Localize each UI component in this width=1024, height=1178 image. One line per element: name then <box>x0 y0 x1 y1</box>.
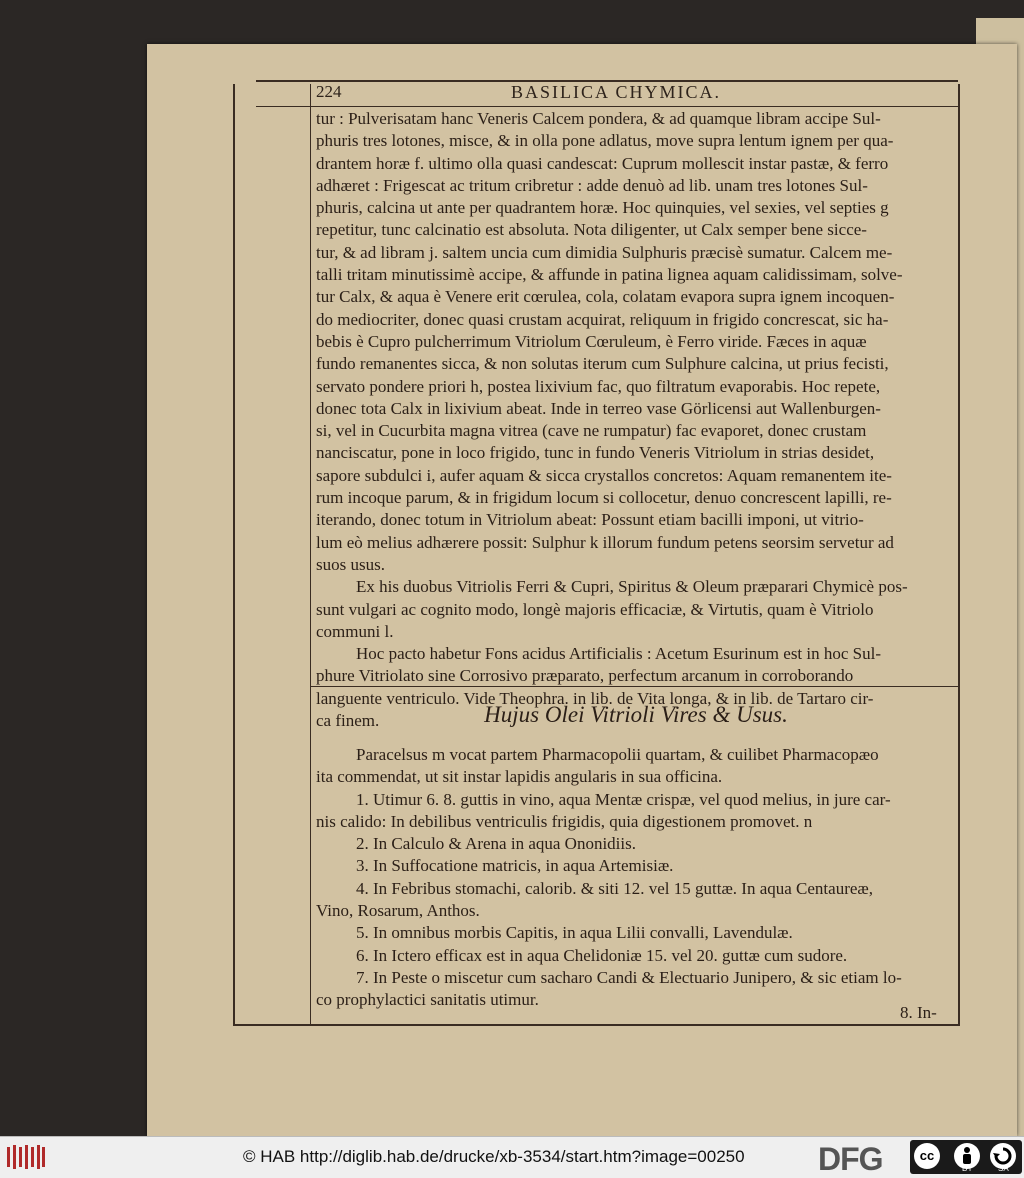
text-line: ca finem. <box>316 711 380 731</box>
text-line: co prophylactici sanitatis utimur. <box>316 990 539 1010</box>
inner-left-rule <box>310 84 311 1024</box>
sa-label: SA <box>998 1164 1009 1173</box>
text-line: tur Calx, & aqua è Venere erit cœrulea, cola, colatam evapora supra ignem incoquen- <box>316 287 895 307</box>
text-line: si, vel in Cucurbita magna vitrea (cave ne rumpatur) fac evaporet, donec crustam <box>316 421 867 441</box>
text-line: communi l. <box>316 621 394 641</box>
text-line: drantem horæ f. ultimo olla quasi candescat: Cuprum mollescit instar pastæ, & ferro <box>316 153 889 173</box>
page-number: 224 <box>316 82 342 101</box>
text-line: servato pondere priori h, postea lixivium fac, quo filtratum evaporabis. Hoc repete, <box>316 376 881 396</box>
text-line: adhæret : Frigescat ac tritum cribretur : adde denuò ad lib. unam tres lotones Sul- <box>316 175 868 195</box>
list-item: 1. Utimur 6. 8. guttis in vino, aqua Mentæ crispæ, vel quod melius, in jure car- <box>356 789 891 809</box>
right-rule <box>958 84 960 1024</box>
hab-logo-icon[interactable] <box>6 1143 46 1171</box>
text-line: repetitur, tunc calcinatio est absoluta. Nota diligenter, ut Calx semper bene sicce- <box>316 220 867 240</box>
running-head <box>316 82 956 106</box>
text-line: nis calido: In debilibus ventriculis frigidis, quia digestionem promovet. n <box>316 811 813 831</box>
catchword: 8. In- <box>900 1003 937 1022</box>
list-item: 4. In Febribus stomachi, calorib. & siti 12. vel 15 guttæ. In aqua Centaureæ, <box>356 878 873 898</box>
uses-list <box>316 744 956 1012</box>
list-item: 5. In omnibus morbis Capitis, in aqua Lilii convalli, Lavendulæ. <box>356 923 793 943</box>
cc-license-badge[interactable] <box>910 1140 1022 1174</box>
text-line: Vino, Rosarum, Anthos. <box>316 901 480 921</box>
text-line: nanciscatur, pone in loco frigido, tunc in fundo Veneris Vitriolum in strias desidet, <box>316 443 875 463</box>
text-line: donec tota Calx in lixivium abeat. Inde in terreo vase Görlicensi aut Wallenburgen- <box>316 398 881 418</box>
credit-link[interactable]: © HAB http://diglib.hab.de/drucke/xb-3534/start.htm?image=00250 <box>243 1147 745 1166</box>
text-line: phuris tres lotones, misce, & in olla pone adlatus, move supra lentum ignem per qua- <box>316 131 894 151</box>
text-line: tur, & ad libram j. saltem uncia cum dimidia Sulphuris præcisè sumatur. Calcem me- <box>316 242 893 262</box>
running-title: BASILICA CHYMICA. <box>511 82 722 102</box>
text-line: lum eò melius adhærere possit: Sulphur k illorum fundum petens seorsim servetur ad <box>316 532 894 552</box>
text-line: suos usus. <box>316 554 385 574</box>
paragraph-2 <box>316 576 956 643</box>
text-line: Paracelsus m vocat partem Pharmacopolii quartam, & cuilibet Pharmacopæo <box>356 745 879 764</box>
by-label: BY <box>962 1164 973 1173</box>
cc-icon: cc <box>914 1143 940 1169</box>
text-line: rum incoque parum, & in frigidum locum si collocetur, denuo concrescent lapilli, re- <box>316 488 892 508</box>
text-line: Hoc pacto habetur Fons acidus Artificialis : Acetum Esurinum est in hoc Sul- <box>356 644 882 664</box>
text-line: fundo remanentes sicca, & non solutas iterum cum Sulphure calcina, ut prius fecisti, <box>316 354 889 374</box>
text-line: phure Vitriolato sine Corrosivo præparato, perfectum arcanum in corroborando <box>316 666 854 686</box>
bottom-rule <box>233 1024 960 1026</box>
text-line: Ex his duobus Vitriolis Ferri & Cupri, Spiritus & Oleum præparari Chymicè pos- <box>356 577 908 597</box>
dfg-logo[interactable]: DFG <box>818 1141 883 1177</box>
footer-bar <box>0 1136 1024 1178</box>
text-line: bebis è Cupro pulcherrimum Vitriolum Cœruleum, è Ferro viride. Fæces in aquæ <box>316 331 867 351</box>
text-line: tur : Pulverisatam hanc Veneris Calcem pondera, & ad quamque libram accipe Sul- <box>316 109 881 128</box>
body-text <box>316 108 956 732</box>
text-line: languente ventriculo. Vide Theophra. in lib. de Vita longa, & in lib. de Tartaro cir- <box>316 688 874 708</box>
list-item: 7. In Peste o miscetur cum sacharo Candi & Electuario Junipero, & sic etiam lo- <box>356 967 902 987</box>
left-margin-rule <box>233 84 235 1024</box>
text-line: iterando, donec totum in Vitriolum abeat: Possunt etiam bacilli imponi, ut vitrio- <box>316 510 864 530</box>
paragraph-1 <box>316 108 956 576</box>
head-rule <box>256 106 958 107</box>
text-line: ita commendat, ut sit instar lapidis angularis in sua officina. <box>316 767 723 787</box>
text-line: phuris, calcina ut ante per quadrantem horæ. Hoc quinquies, vel sexies, vel septies g <box>316 198 889 218</box>
list-item: 3. In Suffocatione matricis, in aqua Artemisiæ. <box>356 856 674 876</box>
list-item: 6. In Ictero efficax est in aqua Chelidoniæ 15. vel 20. guttæ cum sudore. <box>356 945 848 965</box>
text-line: talli tritam minutissimè accipe, & affunde in patina lignea aquam calidissimam, solve- <box>316 265 903 285</box>
list-item: 2. In Calculo & Arena in aqua Ononidiis. <box>356 834 636 854</box>
text-line: do mediocriter, donec quasi crustam acquirat, reliquum in frigido concrescat, sic ha- <box>316 309 889 329</box>
text-line: sunt vulgari ac cognito modo, longè majoris efficaciæ, & Virtutis, quam è Vitriolo <box>316 599 874 619</box>
text-line: sapore subdulci i, aufer aquam & sicca crystallos concretos: Aquam remanentem ite- <box>316 465 892 485</box>
section-title: Hujus Olei Vitrioli Vires & Usus. <box>484 702 788 727</box>
